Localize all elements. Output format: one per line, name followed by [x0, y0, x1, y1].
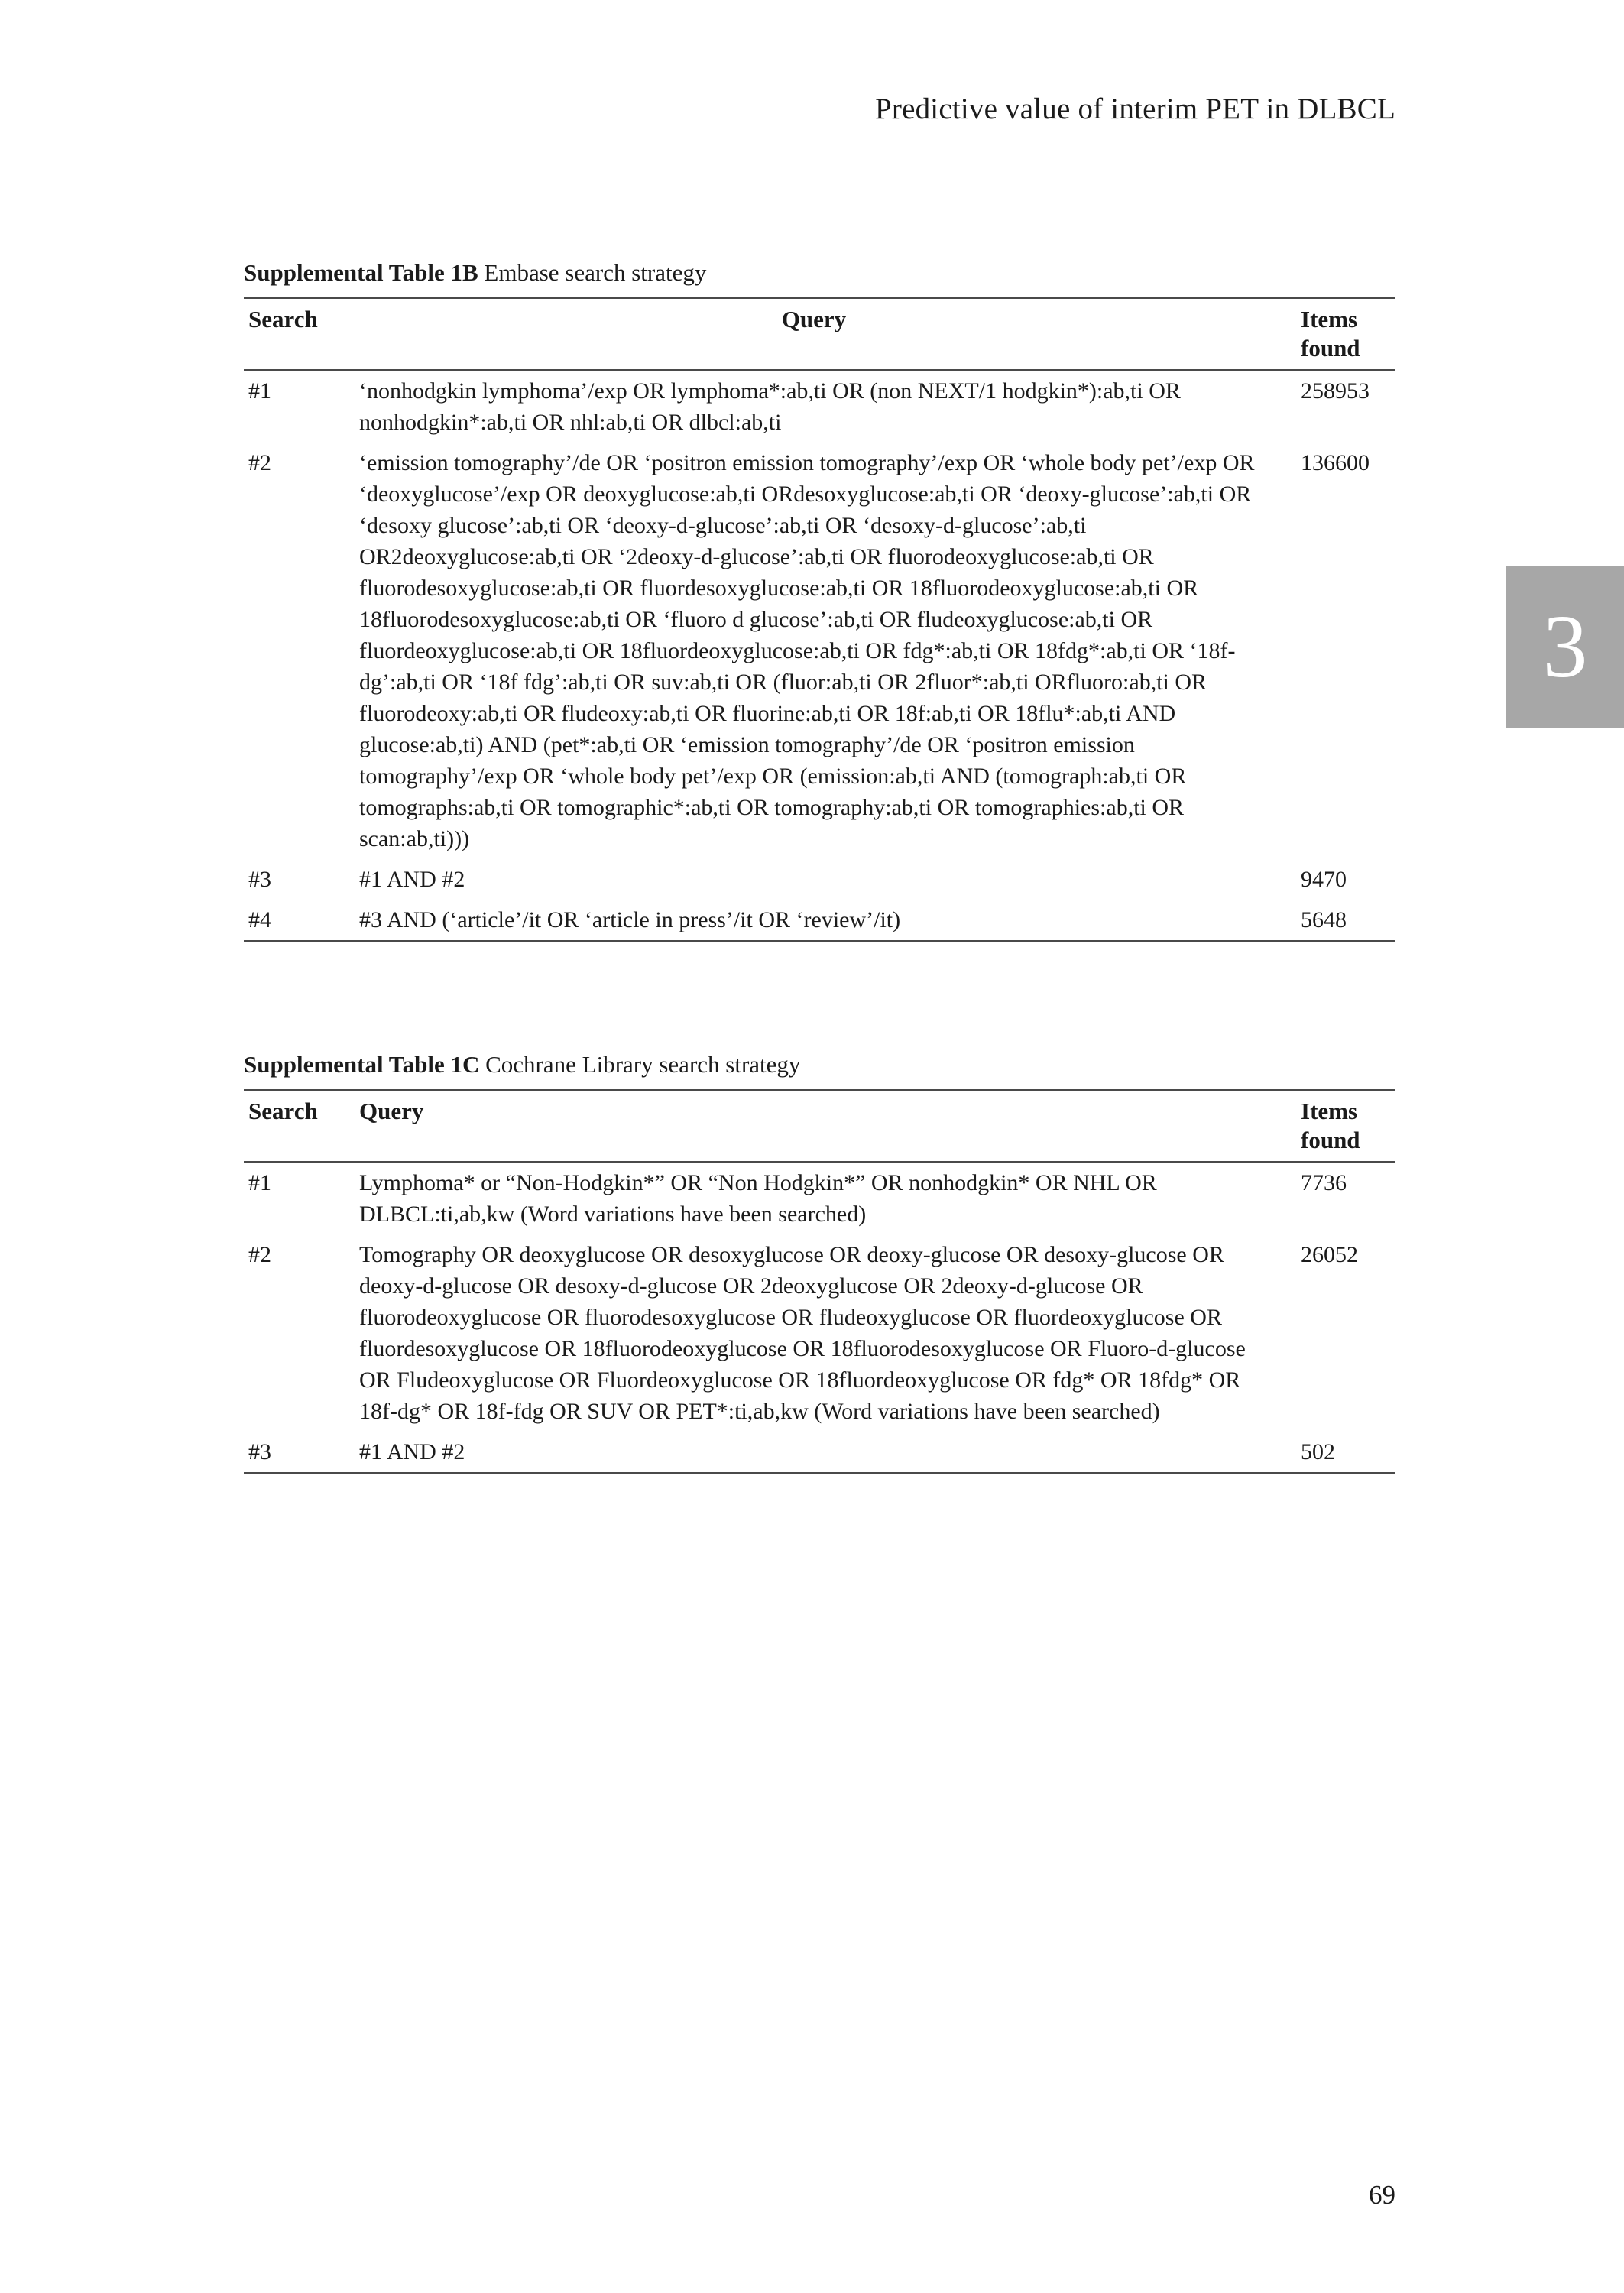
table-1c-caption	[244, 1049, 1395, 1080]
table-row	[244, 371, 1395, 443]
table-1c	[244, 1089, 1395, 1474]
table-1b-header-search: Search	[248, 306, 318, 332]
table-row	[244, 900, 1395, 940]
query-text: #3 AND (‘article’/it OR ‘article in press’/it OR ‘review’/it)	[359, 907, 901, 932]
items-found-value: 136600	[1301, 450, 1370, 475]
table-row	[244, 1163, 1395, 1234]
query-text: Tomography OR deoxyglucose OR desoxyglucose OR deoxy-glucose OR desoxy-glucose OR deoxy-d-glucose OR desoxy-d-glucose OR 2deoxyglucose OR 2deoxy-d-glucose OR fluorodeoxyglucose OR fluorodesoxyglucose OR fludeoxyglucose OR fluordeoxyglucose OR fluordesoxyglucose OR 18fluorodeoxyglucose OR 18fluorodesoxyglucose OR Fluoro-d-glucose OR Fludeoxyglucose OR Fluordeoxyglucose OR 18fluordeoxyglucose OR fdg* OR 18fdg* OR 18f-dg* OR 18f-fdg OR SUV OR PET*:ti,ab,kw (Word variations have been searched)	[359, 1242, 1246, 1424]
chapter-tab	[1506, 566, 1624, 728]
chapter-number: 3	[1542, 596, 1588, 696]
search-number: #3	[248, 1439, 271, 1464]
running-head: Predictive value of interim PET in DLBCL	[875, 92, 1395, 125]
table-1c-header-row	[244, 1091, 1395, 1163]
table-1c-caption-text: Cochrane Library search strategy	[485, 1051, 801, 1078]
search-number: #4	[248, 907, 271, 932]
table-row	[244, 443, 1395, 859]
search-number: #2	[248, 1242, 271, 1267]
table-row	[244, 1432, 1395, 1472]
query-text: ‘nonhodgkin lymphoma’/exp OR lymphoma*:ab,ti OR (non NEXT/1 hodgkin*):ab,ti OR nonhodgkin*:ab,ti OR nhl:ab,ti OR dlbcl:ab,ti	[359, 378, 1181, 435]
search-number: #2	[248, 450, 271, 475]
search-number: #3	[248, 867, 271, 892]
query-text: ‘emission tomography’/de OR ‘positron emission tomography’/exp OR ‘whole body pet’/exp OR ‘deoxyglucose’/exp OR deoxyglucose:ab,ti ORdesoxyglucose:ab,ti OR ‘deoxy-glucose’:ab,ti OR ‘desoxy glucose’:ab,ti OR ‘deoxy-d-glucose’:ab,ti OR ‘desoxy-d-glucose’:ab,ti OR2deoxyglucose:ab,ti OR ‘2deoxy-d-glucose’:ab,ti OR fluorodeoxyglucose:ab,ti OR fluorodesoxyglucose:ab,ti OR fluordesoxyglucose:ab,ti OR 18fluorodeoxyglucose:ab,ti OR 18fluorodesoxyglucose:ab,ti OR ‘fluoro d glucose’:ab,ti OR fludeoxyglucose:ab,ti OR fluordeoxyglucose:ab,ti OR 18fluordeoxyglucose:ab,ti OR fdg*:ab,ti OR 18fdg*:ab,ti OR ‘18f-dg’:ab,ti OR ‘18f fdg’:ab,ti OR suv:ab,ti OR (fluor:ab,ti OR 2fluor*:ab,ti ORfluoro:ab,ti OR fluorodeoxy:ab,ti OR fludeoxy:ab,ti OR fluorine:ab,ti OR 18f:ab,ti OR 18flu*:ab,ti AND glucose:ab,ti) AND (pet*:ab,ti OR ‘emission tomography’/de OR ‘positron emission tomography’/exp OR ‘whole body pet’/exp OR (emission:ab,ti AND (tomograph:ab,ti OR tomographs:ab,ti OR tomographic*:ab,ti OR tomography:ab,ti OR tomographies:ab,ti OR scan:ab,ti)))	[359, 450, 1255, 851]
search-number: #1	[248, 1170, 271, 1195]
table-row	[244, 1234, 1395, 1432]
table-1c-header-search: Search	[248, 1098, 318, 1124]
items-found-value: 7736	[1301, 1170, 1347, 1195]
page-number: 69	[1369, 2180, 1395, 2210]
table-1c-caption-label: Supplemental Table 1C	[244, 1051, 480, 1078]
table-1b-caption-text: Embase search strategy	[484, 259, 707, 286]
query-text: #1 AND #2	[359, 1439, 465, 1464]
table-row	[244, 859, 1395, 900]
table-1c-header-query: Query	[359, 1098, 424, 1124]
table-1c-header-items: Items found	[1301, 1098, 1360, 1153]
table-1b-header-items: Items found	[1301, 306, 1360, 362]
table-1b-header-row	[244, 299, 1395, 371]
items-found-value: 258953	[1301, 378, 1370, 404]
items-found-value: 26052	[1301, 1242, 1358, 1267]
items-found-value: 9470	[1301, 867, 1347, 892]
table-1b	[244, 297, 1395, 942]
table-1b-caption-label: Supplemental Table 1B	[244, 259, 478, 286]
query-text: #1 AND #2	[359, 867, 465, 892]
items-found-value: 502	[1301, 1439, 1335, 1464]
table-1b-header-query: Query	[781, 306, 847, 332]
search-number: #1	[248, 378, 271, 404]
items-found-value: 5648	[1301, 907, 1347, 932]
table-1b-caption	[244, 258, 1395, 288]
page-content	[244, 0, 1395, 1474]
query-text: Lymphoma* or “Non-Hodgkin*” OR “Non Hodgkin*” OR nonhodgkin* OR NHL OR DLBCL:ti,ab,kw (Word variations have been searched)	[359, 1170, 1157, 1227]
